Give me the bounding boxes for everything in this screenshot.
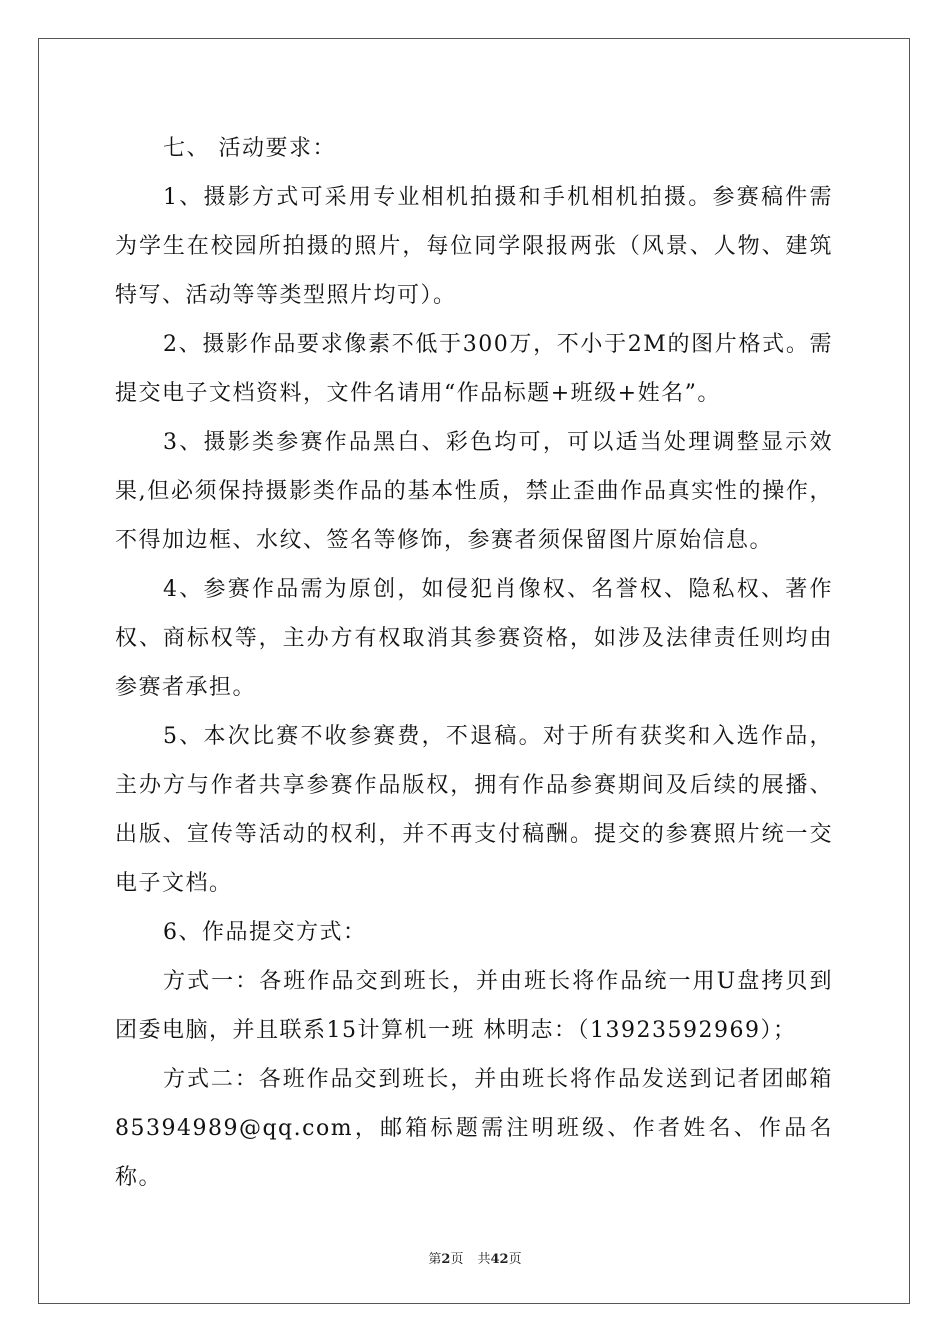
page-footer: [0, 1248, 950, 1267]
page-number: 2: [441, 1252, 451, 1267]
document-body: [115, 124, 833, 1202]
section-heading-activity-requirements: 七、 活动要求：: [163, 136, 336, 161]
total-prefix: 共: [477, 1252, 491, 1267]
requirement-paragraph-4: 4、参赛作品需为原创，如侵犯肖像权、名誉权、隐私权、著作权、商标权等，主办方有权取消其参赛资格，如涉及法律责任则均由参赛者承担。: [115, 577, 833, 700]
page-suffix: 页: [450, 1252, 464, 1267]
submission-method-1: 方式一：各班作品交到班长，并由班长将作品统一用U盘拷贝到团委电脑，并且联系15计算机一班 林明志：（13923592969）；: [115, 969, 833, 1043]
total-suffix: 页: [508, 1252, 522, 1267]
submission-method-heading: 6、作品提交方式：: [163, 920, 367, 945]
requirement-paragraph-3: 3、摄影类参赛作品黑白、彩色均可，可以适当处理调整显示效果,但必须保持摄影类作品的基本性质，禁止歪曲作品真实性的操作，不得加边框、水纹、签名等修饰，参赛者须保留图片原始信息。: [115, 430, 833, 553]
submission-method-2: 方式二：各班作品交到班长，并由班长将作品发送到记者团邮箱85394989@qq.com，邮箱标题需注明班级、作者姓名、作品名称。: [115, 1067, 833, 1190]
requirement-paragraph-2: 2、摄影作品要求像素不低于300万，不小于2M的图片格式。需提交电子文档资料，文件名请用“作品标题+班级+姓名”。: [115, 332, 833, 406]
requirement-paragraph-5: 5、本次比赛不收参赛费，不退稿。对于所有获奖和入选作品，主办方与作者共享参赛作品版权，拥有作品参赛期间及后续的展播、出版、宣传等活动的权利，并不再支付稿酬。提交的参赛照片统一交电子文档。: [115, 724, 833, 896]
page-prefix: 第: [428, 1252, 442, 1267]
requirement-paragraph-1: 1、摄影方式可采用专业相机拍摄和手机相机拍摄。参赛稿件需为学生在校园所拍摄的照片，每位同学限报两张（风景、人物、建筑特写、活动等等类型照片均可）。: [115, 185, 833, 308]
total-pages: 42: [490, 1252, 509, 1267]
